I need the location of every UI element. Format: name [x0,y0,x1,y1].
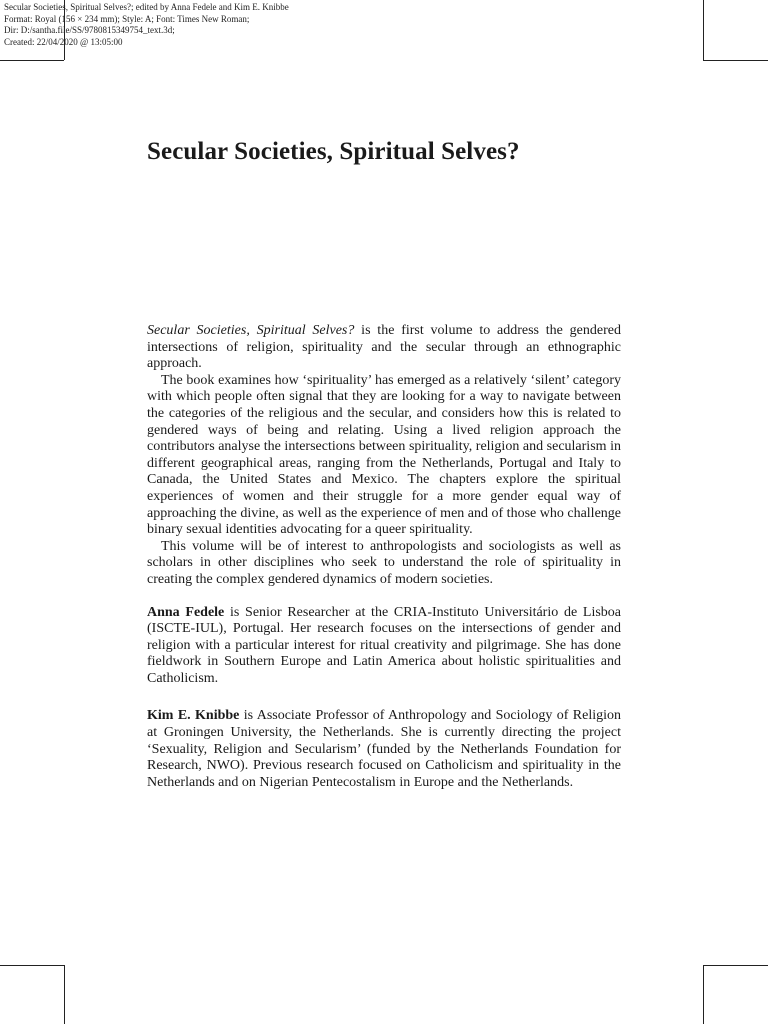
crop-mark-top-left-horizontal [0,60,64,61]
printer-slug [4,2,289,48]
author-bio [147,708,621,791]
slug-line: Format: Royal (156 × 234 mm); Style: A; Font: Times New Roman; [4,13,250,24]
author-bio-text: is Associate Professor of Anthropology and Sociology of Religion at Groningen University, the Netherlands. She is currently directing the project ‘Sexuality, Religion and Secularism’ (funded by the Netherlands Foundation for Research, NWO). Previous research focused on Catholicism and spirituality in the Netherlands and on Nigerian Pentecostalism in Europe and the Netherlands. [147,708,621,790]
book-description [147,323,621,791]
slug-line: Secular Societies, Spiritual Selves?; edited by Anna Fedele and Kim E. Knibbe [4,2,289,12]
description-book-title: Secular Societies, Spiritual Selves? [147,323,355,338]
crop-mark-bottom-right-horizontal [703,965,768,966]
crop-mark-bottom-left-vertical [64,965,65,1024]
book-title: Secular Societies, Spiritual Selves? [147,138,520,165]
slug-line: Created: 22/04/2020 @ 13:05:00 [4,36,123,47]
description-paragraph: This volume will be of interest to anthropologists and sociologists as well as scholars in other disciplines who seek to understand the role of spirituality in creating the complex gendered dynamics of modern societies. [147,538,621,587]
description-paragraph: The book examines how ‘spirituality’ has emerged as a relatively ‘silent’ category with which people often signal that they are looking for a way to navigate between the categories of the religious and the secular, and considers how this is related to gendered ways of being and relating. Using a lived religion approach the contributors analyse the intersections between spirituality, religion and secularism in different geographical areas, ranging from the Netherlands, Portugal and Italy to Canada, the United States and Mexico. The chapters explore the spiritual experiences of women and their struggle for a more gender equal way of approaching the divine, as well as the experience of men and of those who challenge binary sexual identities advocating for a queer spirituality. [147,372,621,538]
crop-mark-top-right-vertical [703,0,704,60]
description-text: is the first volume to address the gendered intersections of religion, spirituality and the secular through an ethnographic approach. [147,323,621,372]
description-paragraph [147,323,621,373]
author-bio-text: is Senior Researcher at the CRIA-Instituto Universitário de Lisboa (ISCTE-IUL), Portugal. Her research focuses on the intersections of gender and religion with a particular interest for ritual creativity and pilgrimage. She has done fieldwork in Southern Europe and Latin America about holistic spiritualities and Catholicism. [147,604,621,686]
crop-mark-bottom-left-horizontal [0,965,64,966]
slug-line: Dir: D:/santha.file/SS/9780815349754_text.3d; [4,25,175,35]
crop-mark-bottom-right-vertical [703,965,704,1024]
author-name: Kim E. Knibbe [147,708,240,724]
crop-mark-top-right-horizontal [703,60,768,61]
author-bio [147,605,621,688]
author-name: Anna Fedele [147,604,225,620]
